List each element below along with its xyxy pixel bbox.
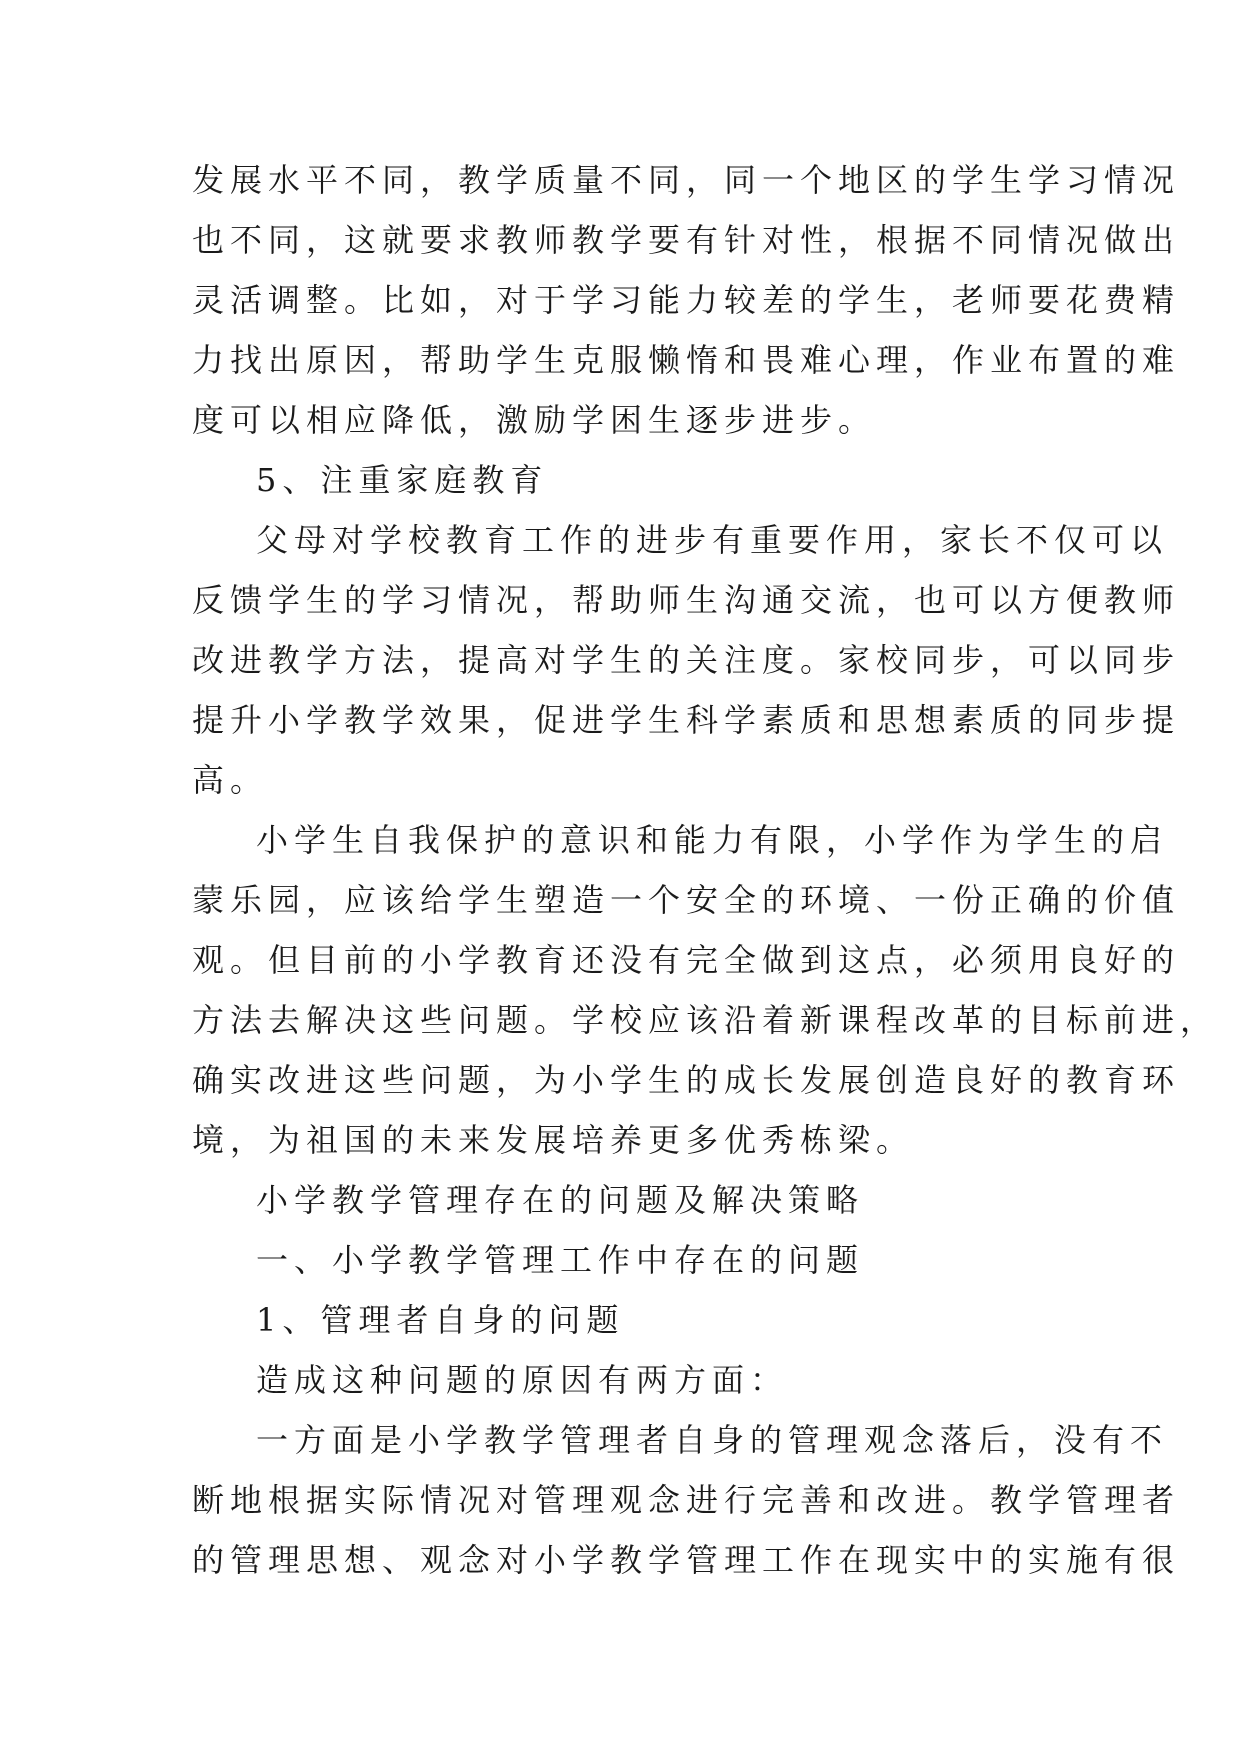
text-line: 境，为祖国的未来发展培养更多优秀栋梁。: [192, 1121, 915, 1159]
text-line: 观。但目前的小学教育还没有完全做到这点，必须用良好的: [192, 941, 1181, 979]
text-line: 父母对学校教育工作的进步有重要作用，家长不仅可以: [256, 521, 1169, 559]
document-page: [192, 150, 1219, 1590]
text-line: 小学生自我保护的意识和能力有限，小学作为学生的启: [256, 821, 1169, 859]
text-line: 灵活调整。比如，对于学习能力较差的学生，老师要花费精: [192, 281, 1181, 319]
text-line: 5、注重家庭教育: [256, 461, 549, 499]
text-line: 改进教学方法，提高对学生的关注度。家校同步，可以同步: [192, 641, 1181, 679]
paragraph-p7: [192, 1290, 1050, 1350]
text-line: 发展水平不同，教学质量不同，同一个地区的学生学习情况: [192, 161, 1181, 199]
paragraph-p1: [192, 150, 1181, 450]
text-line: 一、小学教学管理工作中存在的问题: [256, 1241, 865, 1279]
text-line: 提升小学教学效果，促进学生科学素质和思想素质的同步提: [192, 701, 1181, 739]
text-line: 1、管理者自身的问题: [256, 1301, 625, 1339]
text-line: 小学教学管理存在的问题及解决策略: [256, 1181, 865, 1219]
text-line: 方法去解决这些问题。学校应该沿着新课程改革的目标前进，: [192, 1001, 1219, 1039]
text-line: 反馈学生的学习情况，帮助师生沟通交流，也可以方便教师: [192, 581, 1181, 619]
paragraph-p4: [192, 810, 1219, 1170]
text-line: 一方面是小学教学管理者自身的管理观念落后，没有不: [256, 1421, 1169, 1459]
paragraph-p8: [192, 1350, 1050, 1410]
text-line: 的管理思想、观念对小学教学管理工作在现实中的实施有很: [192, 1541, 1181, 1579]
paragraph-p3: [192, 510, 1181, 810]
text-line: 高。: [192, 761, 269, 799]
text-line: 力找出原因，帮助学生克服懒惰和畏难心理，作业布置的难: [192, 341, 1181, 379]
text-line: 度可以相应降低，激励学困生逐步进步。: [192, 401, 877, 439]
text-line: 确实改进这些问题，为小学生的成长发展创造良好的教育环: [192, 1061, 1181, 1099]
text-line: 也不同，这就要求教师教学要有针对性，根据不同情况做出: [192, 221, 1181, 259]
text-line: 造成这种问题的原因有两方面：: [256, 1361, 789, 1399]
text-line: 断地根据实际情况对管理观念进行完善和改进。教学管理者: [192, 1481, 1181, 1519]
paragraph-p9: [192, 1410, 1181, 1590]
text-line: 蒙乐园，应该给学生塑造一个安全的环境、一份正确的价值: [192, 881, 1181, 919]
paragraph-p2: [192, 450, 1050, 510]
paragraph-p6: [192, 1230, 1050, 1290]
paragraph-p5: [192, 1170, 1050, 1230]
